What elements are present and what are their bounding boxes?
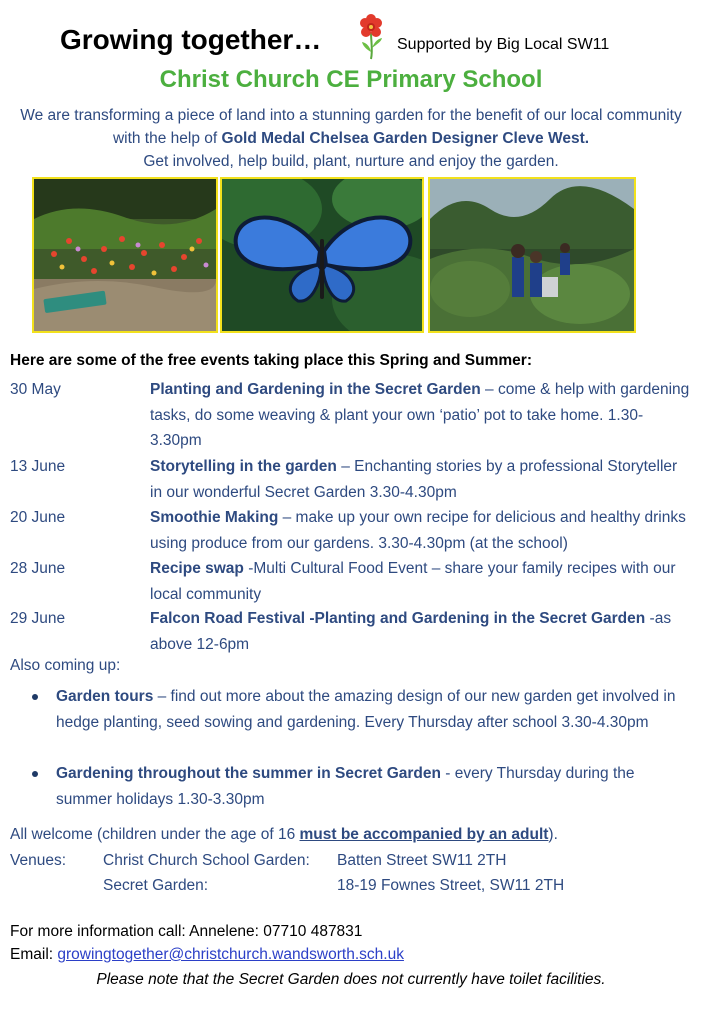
blue-butterfly-photo <box>220 177 424 333</box>
title-row <box>0 14 702 64</box>
welcome-line <box>10 826 558 844</box>
list-item-title: Garden tours <box>56 688 154 705</box>
event-title: Recipe swap <box>150 560 244 577</box>
event-description <box>150 505 690 556</box>
designer-highlight: Gold Medal Chelsea Garden Designer Cleve West. <box>221 130 590 147</box>
contact-phone: For more information call: Annelene: 07710 487831 <box>10 923 363 940</box>
bullet-icon <box>32 771 38 777</box>
event-details: -Multi Cultural Food Event – share your family recipes with our local community <box>150 560 676 603</box>
event-title: Smoothie Making <box>150 509 279 526</box>
event-title: Planting and Gardening in the Secret Garden <box>150 381 481 398</box>
children-gardening-photo <box>428 177 636 333</box>
bullet-icon <box>32 694 38 700</box>
contact-email-line <box>10 946 404 964</box>
event-details: -as above 12-6pm <box>150 610 672 653</box>
venue-name: Christ Church School Garden: <box>103 852 310 869</box>
also-coming-up-heading: Also coming up: <box>10 657 121 674</box>
venue-address: 18-19 Fownes Street, SW11 2TH <box>337 877 565 894</box>
intro-text: We are transforming a piece of land into a stunning garden for the benefit of our local community with the help of <box>20 107 682 147</box>
event-description <box>150 377 690 454</box>
event-date: 29 June <box>10 610 66 627</box>
event-title: Falcon Road Festival -Planting and Gardening in the Secret Garden <box>150 610 646 627</box>
toilet-note: Please note that the Secret Garden does not currently have toilet facilities. <box>96 971 606 988</box>
list-item-text <box>56 684 686 735</box>
event-details: – Enchanting stories by a professional Storyteller in our wonderful Secret Garden 3.30-4.30pm <box>150 458 678 501</box>
photo-strip <box>32 177 636 333</box>
venues-label: Venues: <box>10 852 67 869</box>
welcome-text: All welcome (children under the age of 16 <box>10 826 300 843</box>
venue-address: Batten Street SW11 2TH <box>337 852 507 869</box>
event-date: 28 June <box>10 560 66 577</box>
list-item-text <box>56 761 686 812</box>
welcome-suffix: ). <box>548 826 558 843</box>
school-name: Christ Church CE Primary School <box>159 66 543 93</box>
event-date: 20 June <box>10 509 66 526</box>
email-label: Email: <box>10 946 58 963</box>
event-description <box>150 556 690 607</box>
red-flower-icon <box>355 14 387 60</box>
intro-call-to-action: Get involved, help build, plant, nurture and enjoy the garden. <box>143 153 559 170</box>
event-title: Storytelling in the garden <box>150 458 337 475</box>
event-description <box>150 454 690 505</box>
event-date: 30 May <box>10 381 61 398</box>
events-heading: Here are some of the free events taking place this Spring and Summer: <box>10 352 532 369</box>
event-description <box>150 606 690 657</box>
welcome-emphasis: must be accompanied by an adult <box>299 826 549 843</box>
list-item-details: – find out more about the amazing design of our new garden get involved in hedge planting, seed sowing and gardening. Every Thursday after school 3.30-4.30pm <box>56 688 676 731</box>
venue-name: Secret Garden: <box>103 877 209 894</box>
supported-by-text: Supported by Big Local SW11 <box>397 36 610 53</box>
event-details: – make up your own recipe for delicious and healthy drinks using produce from our gardens. 3.30-4.30pm (at the school) <box>150 509 686 552</box>
main-title: Growing together… <box>60 24 322 55</box>
event-details: – come & help with gardening tasks, do some weaving & plant your own ‘patio’ pot to take home. 1.30-3.30pm <box>150 381 690 449</box>
event-date: 13 June <box>10 458 66 475</box>
garden-flowerbed-photo <box>32 177 218 333</box>
intro-paragraph <box>20 104 682 173</box>
list-item-title: Gardening throughout the summer in Secret Garden <box>56 765 441 782</box>
email-link[interactable]: growingtogether@christchurch.wandsworth.sch.uk <box>57 946 404 963</box>
list-item-details: - every Thursday during the summer holidays 1.30-3.30pm <box>56 765 635 808</box>
